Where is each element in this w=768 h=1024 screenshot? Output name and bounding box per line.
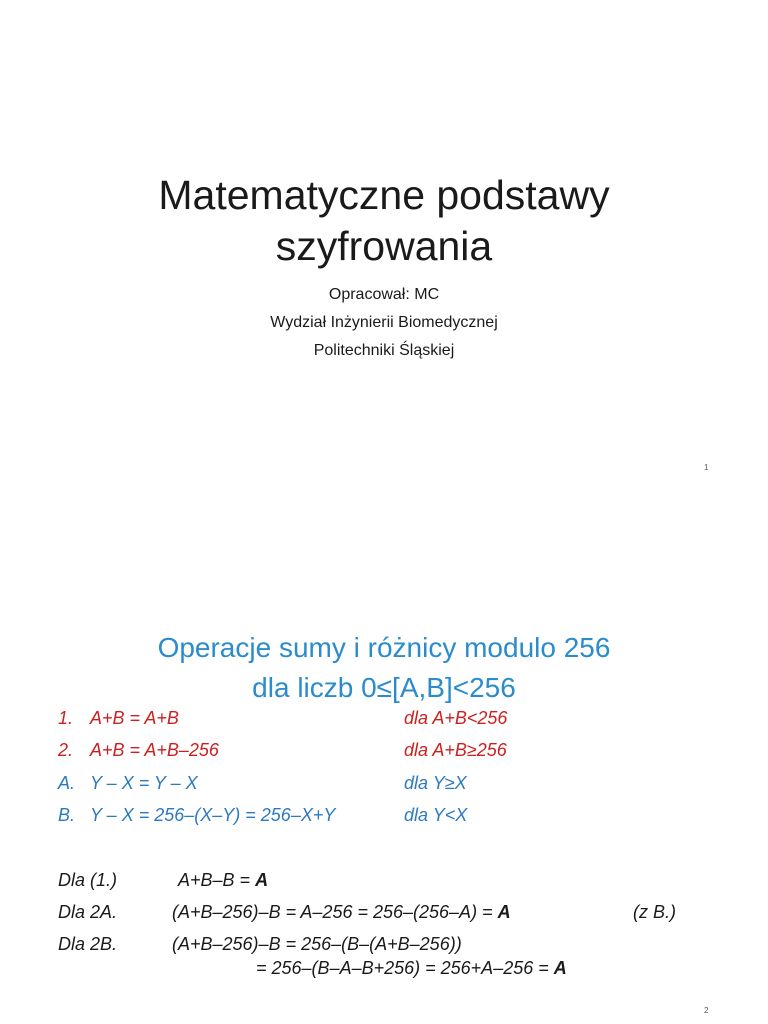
author: Opracował: MC xyxy=(328,286,440,303)
proof-1-result: A xyxy=(255,870,269,890)
proof-2b-continuation: = 256–(B–A–B+256) = 256+A–256 = A xyxy=(256,958,567,978)
rule-condition: dla A+B≥256 xyxy=(404,740,507,760)
title-line-1: Matematyczne podstawy xyxy=(158,172,610,218)
rule-condition: dla A+B<256 xyxy=(404,708,508,728)
proof-1-expression: A+B–B = A xyxy=(178,870,269,890)
proof-2b-result: A xyxy=(553,958,567,978)
proof-1-label: Dla (1.) xyxy=(58,870,118,890)
page-number: 2 xyxy=(704,1006,709,1015)
proof-2a-label: Dla 2A. xyxy=(58,902,118,922)
title-line-2: dla liczb 0≤[A,B]<256 xyxy=(252,672,516,703)
proof-2a-result: A xyxy=(497,902,511,922)
rule-condition: dla Y≥X xyxy=(404,773,467,793)
rule-number: 1. xyxy=(58,708,74,728)
rule-expression: A+B = A+B xyxy=(90,708,179,728)
proof-2b-label: Dla 2B. xyxy=(58,934,118,954)
rule-number: A. xyxy=(58,773,76,793)
rule-expression: Y – X = 256–(X–Y) = 256–X+Y xyxy=(90,805,336,825)
title-line-2: szyfrowania xyxy=(275,223,493,269)
proof-2a-expression: (A+B–256)–B = A–256 = 256–(256–A) = A xyxy=(172,902,511,922)
faculty: Wydział Inżynierii Biomedycznej xyxy=(270,314,498,331)
rule-expression: Y – X = Y – X xyxy=(90,773,198,793)
slide-2-title xyxy=(0,628,768,708)
rule-expression: A+B = A+B–256 xyxy=(90,740,219,760)
university: Politechniki Śląskiej xyxy=(313,342,455,359)
title-line-1: Operacje sumy i różnicy modulo 256 xyxy=(157,632,611,663)
proof-2b-expression: (A+B–256)–B = 256–(B–(A+B–256)) xyxy=(172,934,462,954)
slide-2 xyxy=(0,512,768,1024)
slide-1-title xyxy=(0,170,768,272)
page-number: 1 xyxy=(704,463,709,472)
rule-number: 2. xyxy=(58,740,74,760)
rule-number: B. xyxy=(58,805,76,825)
rule-condition: dla Y<X xyxy=(404,805,468,825)
proof-2a-note: (z B.) xyxy=(633,902,676,922)
